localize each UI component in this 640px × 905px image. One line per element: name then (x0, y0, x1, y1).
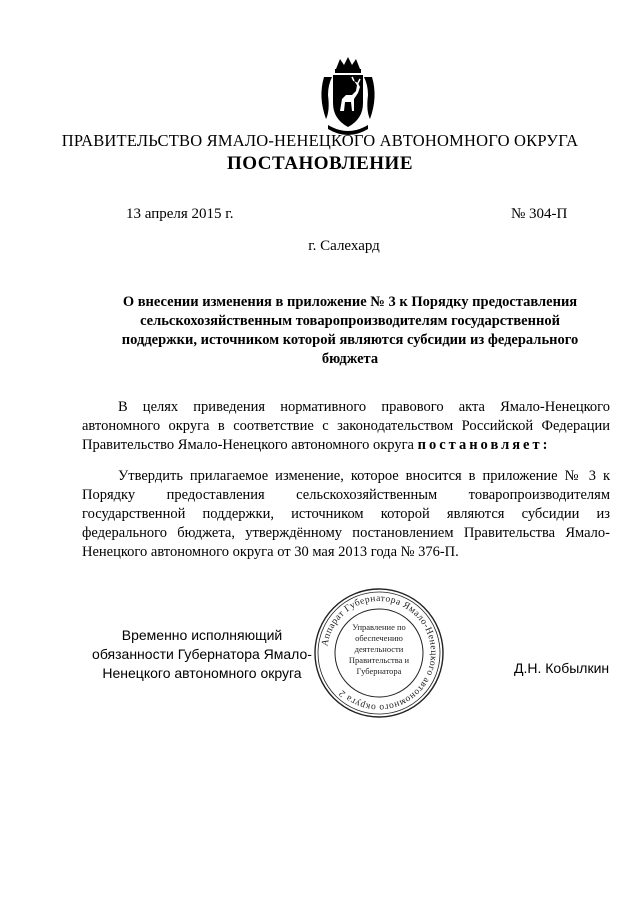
document-type-title: ПОСТАНОВЛЕНИЕ (226, 153, 414, 174)
document-date: 13 апреля 2015 г. (126, 206, 234, 222)
paragraph-1-text: В целях приведения нормативного правового акта Ямало-Ненецкого автономного округа в соответствие с законодательством Российской Федерации Правительство Ямало-Ненецкого автономного округа (82, 399, 610, 453)
paragraph-2-text: Утвердить прилагаемое изменение, которое вносится в приложение № 3 к Порядку предоставления сельскохозяйственным товаропроизводителям государственной поддержки, источником которой являются субсидии из федерального бюджета, утверждённому постановлением Правительства Ямало-Ненецкого автономного округа от 30 мая 2013 года № 376-П. (82, 468, 610, 560)
stamp-center-text: Управление по обеспечению деятельности Правительства и Губернатора (348, 622, 410, 676)
body-paragraph-1 (82, 398, 610, 455)
official-stamp (312, 586, 446, 720)
document-city: г. Салехард (308, 238, 380, 254)
resolution-keyword: постановляет: (417, 437, 551, 453)
document-subject: О внесении изменения в приложение № 3 к Порядку предоставления сельскохозяйственным товаропроизводителям государственной поддержки, источником которой являются субсидии из федерального бюджета (121, 294, 579, 367)
body-paragraph-2 (82, 467, 610, 562)
signatory-title: Временно исполняющий обязанности Губернатора Ямало-Ненецкого автономного округа (92, 627, 312, 681)
stamp-ring-text: Аппарат Губернатора Ямало-Ненецкого автономного округа 2 (320, 593, 439, 713)
coat-of-arms-emblem (316, 55, 380, 137)
document-number: № 304-П (511, 206, 568, 222)
signatory-name: Д.Н. Кобылкин (514, 660, 610, 676)
organization-title: ПРАВИТЕЛЬСТВО ЯМАЛО-НЕНЕЦКОГО АВТОНОМНОГО ОКРУГА (61, 131, 579, 150)
